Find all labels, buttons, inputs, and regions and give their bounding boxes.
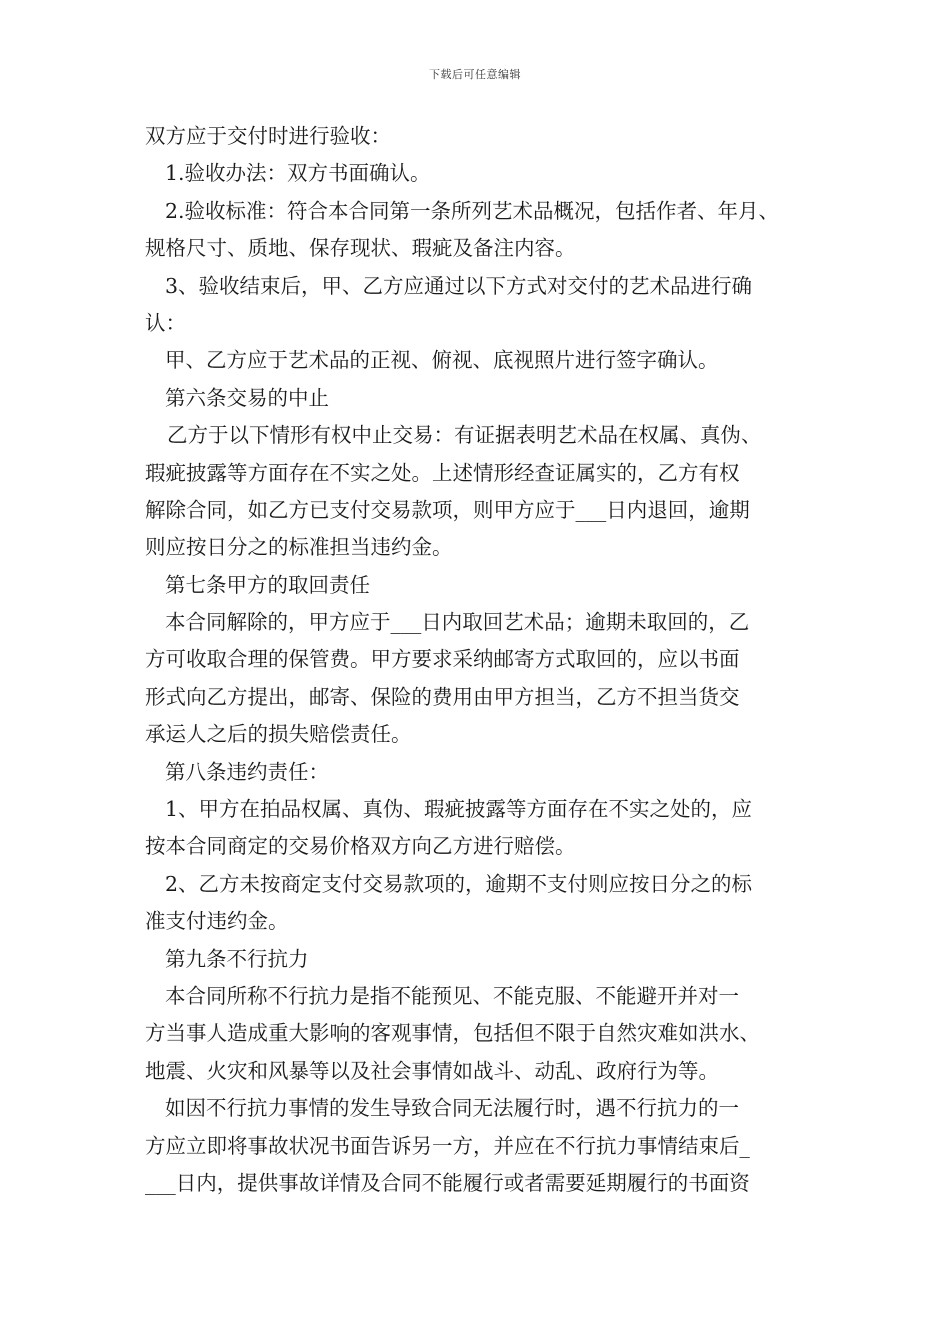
- paragraph-line: 本合同所称不行抗力是指不能预见、不能克服、不能避开并对一: [165, 983, 739, 1008]
- paragraph-line: 认：: [145, 310, 186, 335]
- paragraph-line: 乙方于以下情形有权中止交易：有证据表明艺术品在权属、真伪、: [167, 423, 762, 448]
- paragraph-line: 1.验收办法：双方书面确认。: [165, 161, 431, 186]
- paragraph-line: 方应立即将事故状况书面告诉另一方，并应在不行抗力事情结束后_: [145, 1133, 750, 1158]
- paragraph-line: 按本合同商定的交易价格双方向乙方进行赔偿。: [145, 834, 576, 859]
- paragraph-line: 规格尺寸、质地、保存现状、瑕疵及备注内容。: [145, 236, 576, 261]
- paragraph-line: 方可收取合理的保管费。甲方要求采纳邮寄方式取回的，应以书面: [145, 647, 740, 672]
- paragraph-line: 本合同解除的，甲方应于___日内取回艺术品；逾期未取回的，乙: [165, 610, 750, 635]
- section-heading: 第八条违约责任：: [165, 759, 329, 784]
- section-heading: 第九条不行抗力: [165, 946, 309, 971]
- paragraph-line: 双方应于交付时进行验收：: [145, 124, 391, 148]
- section-heading: 第七条甲方的取回责任: [165, 572, 370, 597]
- paragraph-line: 甲、乙方应于艺术品的正视、俯视、底视照片进行签字确认。: [165, 348, 719, 373]
- paragraph-line: 1、甲方在拍品权属、真伪、瑕疵披露等方面存在不实之处的，应: [165, 797, 753, 822]
- paragraph-line: 承运人之后的损失赔偿责任。: [145, 722, 412, 747]
- paragraph-line: 如因不行抗力事情的发生导致合同无法履行时，遇不行抗力的一: [165, 1096, 739, 1121]
- page-header: 下载后可任意编辑: [429, 68, 521, 81]
- section-heading: 第六条交易的中止: [165, 385, 329, 410]
- paragraph-line: 地震、火灾和风暴等以及社会事情如战斗、动乱、政府行为等。: [145, 1058, 719, 1083]
- paragraph-line: 形式向乙方提出，邮寄、保险的费用由甲方担当，乙方不担当货交: [145, 684, 740, 709]
- paragraph-line: 方当事人造成重大影响的客观事情，包括但不限于自然灾难如洪水、: [145, 1021, 760, 1046]
- paragraph-line: 瑕疵披露等方面存在不实之处。上述情形经查证属实的，乙方有权: [145, 460, 740, 485]
- paragraph-line: 准支付违约金。: [145, 909, 289, 934]
- paragraph-line: ___日内，提供事故详情及合同不能履行或者需要延期履行的书面资: [145, 1170, 750, 1195]
- document-body: [145, 118, 810, 1202]
- paragraph-line: 解除合同，如乙方已支付交易款项，则甲方应于___日内退回，逾期: [145, 497, 750, 522]
- paragraph-line: 2.验收标准：符合本合同第一条所列艺术品概况，包括作者、年月、: [165, 198, 780, 223]
- paragraph-line: 3、验收结束后，甲、乙方应通过以下方式对交付的艺术品进行确: [165, 273, 753, 298]
- paragraph-line: 则应按日分之的标准担当违约金。: [145, 535, 453, 560]
- paragraph-line: 2、乙方未按商定支付交易款项的，逾期不支付则应按日分之的标: [165, 871, 753, 896]
